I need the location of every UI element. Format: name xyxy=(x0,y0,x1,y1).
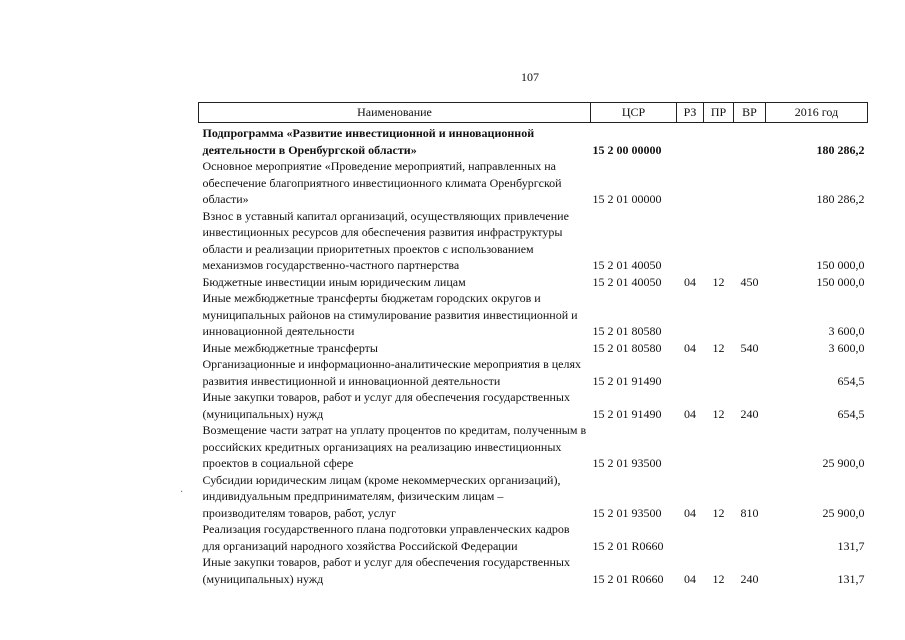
row-vr: 240 xyxy=(740,406,759,421)
row-amount: 654,5 xyxy=(837,406,865,421)
row-vr: 450 xyxy=(740,274,759,289)
row-name: Иные закупки товаров, работ и услуг для обеспечения государственных (муниципальных) нужд xyxy=(202,390,570,421)
row-pr xyxy=(704,123,734,159)
row-rz xyxy=(677,290,704,340)
row-csr: 15 2 01 91490 xyxy=(592,406,662,421)
row-pr: 12 xyxy=(712,340,725,355)
row-amount: 3 600,0 xyxy=(828,340,865,355)
table-row xyxy=(199,274,868,291)
row-amount: 654,5 xyxy=(837,373,865,388)
row-rz xyxy=(677,356,704,389)
table-header-row xyxy=(199,103,868,123)
row-csr: 15 2 01 91490 xyxy=(592,373,662,388)
row-pr: 12 xyxy=(712,406,725,421)
row-rz xyxy=(677,158,704,208)
row-amount: 180 286,2 xyxy=(816,142,865,157)
row-csr: 15 2 00 00000 xyxy=(592,142,662,157)
margin-mark: · xyxy=(180,487,184,498)
row-vr xyxy=(734,356,766,389)
row-rz xyxy=(677,123,704,159)
row-name: Организационные и информационно-аналитические мероприятия в целях развития инвестиционной и инновационной деятельности xyxy=(202,357,581,388)
row-amount: 131,7 xyxy=(837,538,865,553)
row-vr: 540 xyxy=(740,340,759,355)
row-rz xyxy=(677,208,704,274)
table-row xyxy=(199,422,868,472)
table-body xyxy=(199,123,868,588)
row-csr: 15 2 01 00000 xyxy=(592,192,662,206)
row-name: Иные межбюджетные трансферты бюджетам городских округов и муниципальных районов на стимулирование развития инвестиционной и инновационной деятельности xyxy=(202,291,578,338)
row-name: Иные закупки товаров, работ и услуг для обеспечения государственных (муниципальных) нужд xyxy=(202,555,570,586)
row-amount: 131,7 xyxy=(837,571,865,586)
header-name: Наименование xyxy=(199,103,591,123)
table-row xyxy=(199,472,868,522)
row-pr: 12 xyxy=(712,571,725,586)
table-row xyxy=(199,123,868,159)
row-name: Подпрограмма «Развитие инвестиционной и инновационной деятельности в Оренбургской области» xyxy=(202,126,535,157)
row-csr: 15 2 01 80580 xyxy=(592,324,662,338)
row-pr xyxy=(704,422,734,472)
page-number: 107 xyxy=(521,70,539,84)
table-row xyxy=(199,290,868,340)
row-pr: 12 xyxy=(712,505,725,520)
row-rz: 04 xyxy=(684,571,696,586)
row-name: Возмещение части затрат на уплату процентов по кредитам, полученным в российских кредитных организациях на реализацию инвестиционных проектов в социальной сфере xyxy=(202,423,587,470)
table-row xyxy=(199,158,868,208)
row-pr xyxy=(704,521,734,554)
row-pr xyxy=(704,356,734,389)
row-pr xyxy=(704,158,734,208)
row-amount: 25 900,0 xyxy=(822,456,865,470)
row-csr: 15 2 01 93500 xyxy=(592,505,662,520)
budget-table xyxy=(198,102,868,587)
row-vr xyxy=(734,123,766,159)
row-amount: 150 000,0 xyxy=(816,258,865,272)
row-name: Реализация государственного плана подготовки управленческих кадров для организаций народного хозяйства Российской Федерации xyxy=(202,522,570,553)
row-name: Взнос в уставный капитал организаций, осуществляющих привлечение инвестиционных ресурсов для обеспечения развития инфраструктуры области и реализации приоритетных проектов с использованием механизмов государственно-частного партнерства xyxy=(202,208,569,272)
header-year: 2016 год xyxy=(766,103,868,123)
row-rz: 04 xyxy=(684,274,696,289)
row-pr xyxy=(704,208,734,274)
row-rz: 04 xyxy=(684,406,696,421)
row-vr xyxy=(734,208,766,274)
row-name: Субсидии юридическим лицам (кроме некоммерческих организаций), индивидуальным предпринимателям, физическим лицам – производителям товаров, работ, услуг xyxy=(202,472,561,520)
table-row xyxy=(199,554,868,587)
header-csr: ЦСР xyxy=(591,103,677,123)
row-name: Иные межбюджетные трансферты xyxy=(202,340,378,355)
table-row xyxy=(199,521,868,554)
row-csr: 15 2 01 40050 xyxy=(592,274,662,289)
row-vr xyxy=(734,290,766,340)
row-amount: 25 900,0 xyxy=(822,505,865,520)
table-row xyxy=(199,340,868,357)
row-amount: 3 600,0 xyxy=(828,324,865,338)
row-vr xyxy=(734,158,766,208)
row-vr: 240 xyxy=(740,571,759,586)
row-amount: 150 000,0 xyxy=(816,274,865,289)
table-row xyxy=(199,208,868,274)
row-csr: 15 2 01 40050 xyxy=(592,258,662,272)
row-rz: 04 xyxy=(684,340,696,355)
row-vr xyxy=(734,422,766,472)
row-name: Бюджетные инвестиции иным юридическим лицам xyxy=(202,274,466,289)
row-vr: 810 xyxy=(740,505,759,520)
row-csr: 15 2 01 R0660 xyxy=(592,538,664,553)
row-pr: 12 xyxy=(712,274,725,289)
row-csr: 15 2 01 93500 xyxy=(592,456,662,470)
header-rz: РЗ xyxy=(677,103,704,123)
row-vr xyxy=(734,521,766,554)
table-row xyxy=(199,389,868,422)
row-amount: 180 286,2 xyxy=(816,192,865,206)
row-csr: 15 2 01 80580 xyxy=(592,340,662,355)
table-row xyxy=(199,356,868,389)
header-pr: ПР xyxy=(704,103,734,123)
row-pr xyxy=(704,290,734,340)
row-rz xyxy=(677,521,704,554)
row-rz: 04 xyxy=(684,505,696,520)
row-csr: 15 2 01 R0660 xyxy=(592,571,664,586)
row-rz xyxy=(677,422,704,472)
header-vr: ВР xyxy=(734,103,766,123)
row-name: Основное мероприятие «Проведение мероприятий, направленных на обеспечение благоприятного инвестиционного климата Оренбургской области» xyxy=(202,159,562,206)
